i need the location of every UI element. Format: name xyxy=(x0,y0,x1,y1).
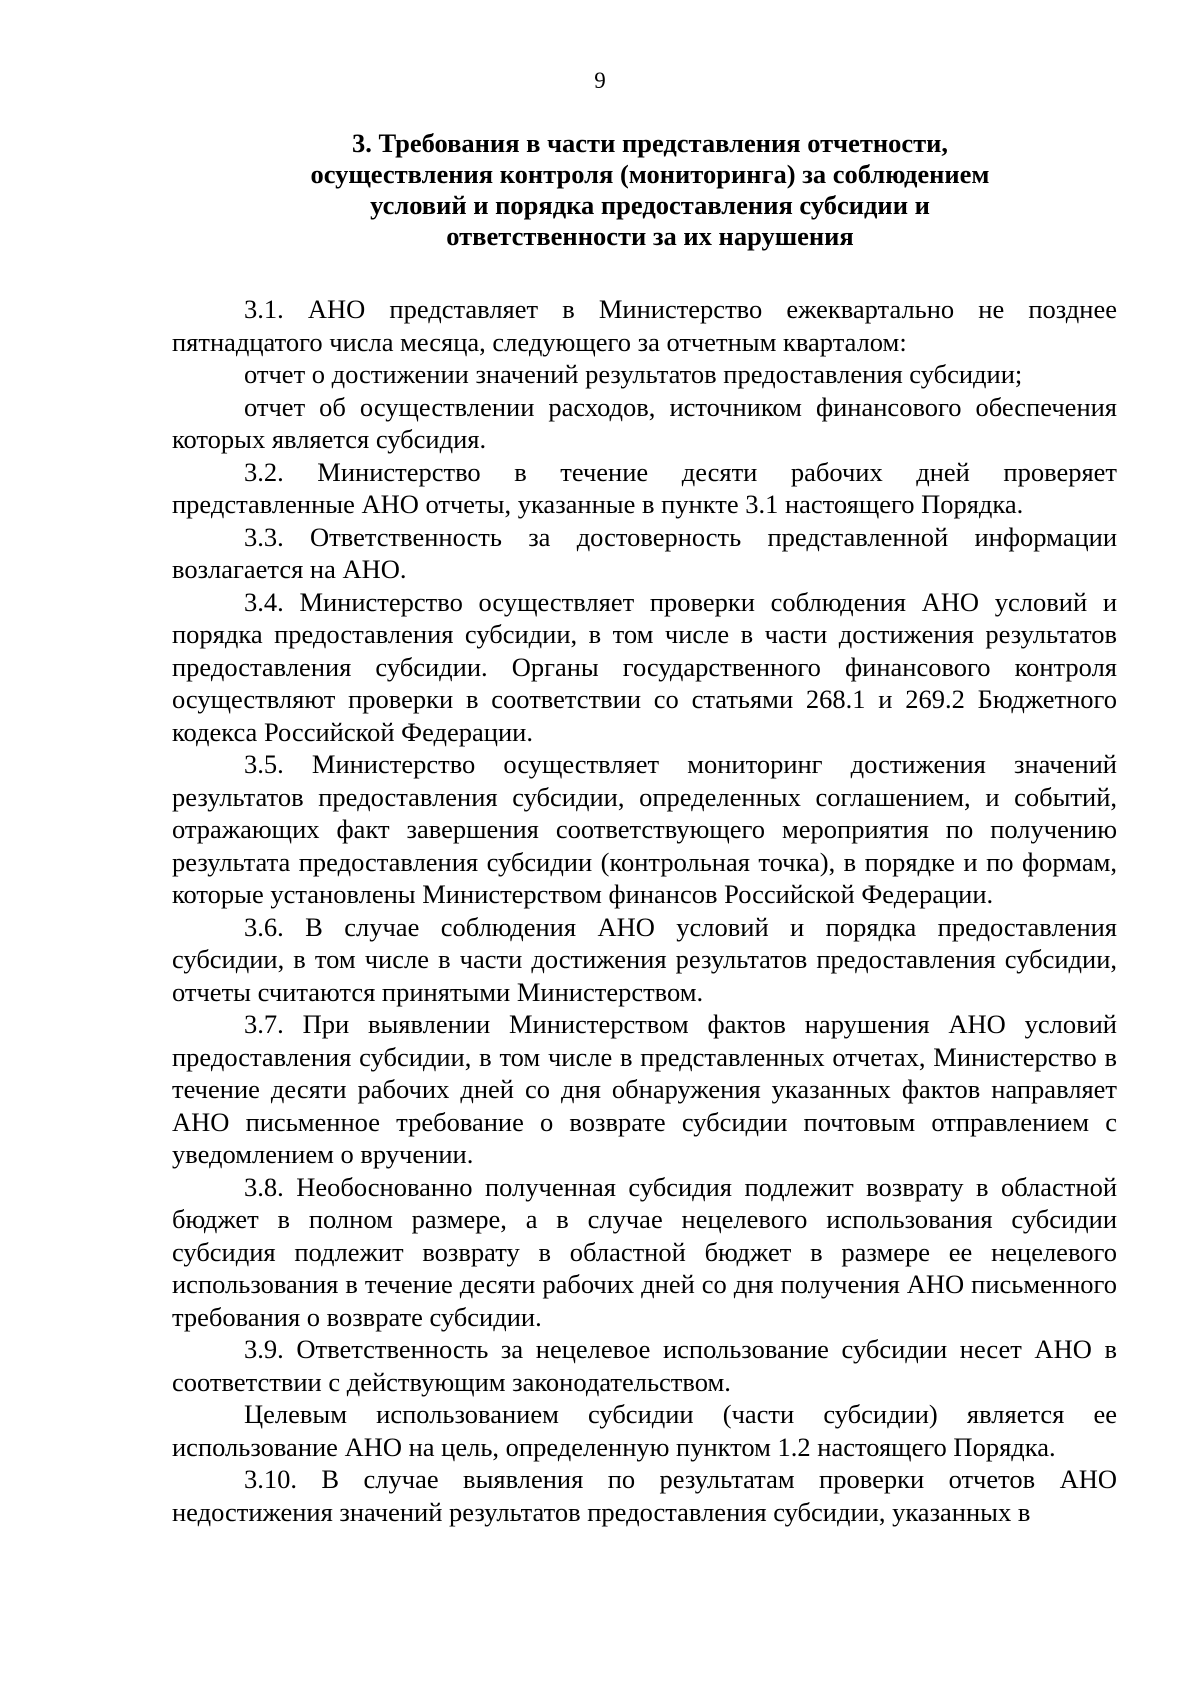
paragraph-3-2: 3.2. Министерство в течение десяти рабочих дней проверяет представленные АНО отчеты, указанные в пункте 3.1 настоящего Порядка. xyxy=(172,456,1117,519)
paragraph-3-10: 3.10. В случае выявления по результатам проверки отчетов АНО недостижения значений результатов предоставления субсидии, указанных в xyxy=(172,1464,1117,1527)
section-title-line: 3. Требования в части представления отчетности, xyxy=(351,128,949,158)
paragraph-3-9: 3.9. Ответственность за нецелевое использование субсидии несет АНО в соответствии с действующим законодательством. xyxy=(172,1334,1117,1397)
paragraph-3-3: 3.3. Ответственность за достоверность представленной информации возлагается на АНО. xyxy=(172,521,1117,584)
page-number: 9 xyxy=(594,68,606,93)
paragraph-3-5: 3.5. Министерство осуществляет мониторинг достижения значений результатов предоставления субсидии, определенных соглашением, и событий, отражающих факт завершения соответствующего мероприятия по получению результата предоставления субсидии (контрольная точка), в порядке и по формам, которые установлены Министерством финансов Российской Федерации. xyxy=(172,749,1117,909)
list-item-report-expenses: отчет об осуществлении расходов, источником финансового обеспечения которых является субсидия. xyxy=(172,391,1117,454)
paragraph-3-6: 3.6. В случае соблюдения АНО условий и порядка предоставления субсидии, в том числе в части достижения результатов предоставления субсидии, отчеты считаются принятыми Министерством. xyxy=(172,911,1117,1007)
document-body xyxy=(172,293,1117,1528)
section-title-line: ответственности за их нарушения xyxy=(446,221,854,251)
paragraph-3-1: 3.1. АНО представляет в Министерство ежеквартально не позднее пятнадцатого числа месяца, следующего за отчетным кварталом: xyxy=(172,294,1117,357)
section-title-line: осуществления контроля (мониторинга) за соблюдением xyxy=(310,159,990,189)
list-item-report-results: отчет о достижении значений результатов предоставления субсидии; xyxy=(244,359,1023,389)
paragraph-3-4: 3.4. Министерство осуществляет проверки соблюдения АНО условий и порядка предоставления субсидии, в том числе в части достижения результатов предоставления субсидии. Органы государственного финансового контроля осуществляют проверки в соответствии со статьями 268.1 и 269.2 Бюджетного кодекса Российской Федерации. xyxy=(172,586,1117,747)
section-title-line: условий и порядка предоставления субсидии и xyxy=(370,190,930,220)
paragraph-target-use: Целевым использованием субсидии (части субсидии) является ее использование АНО на цель, определенную пунктом 1.2 настоящего Порядка. xyxy=(172,1399,1117,1462)
paragraph-3-7: 3.7. При выявлении Министерством фактов нарушения АНО условий предоставления субсидии, в том числе в представленных отчетах, Министерство в течение десяти рабочих дней со дня обнаружения указанных фактов направляет АНО письменное требование о возврате субсидии почтовым отправлением с уведомлением о вручении. xyxy=(172,1009,1117,1169)
section-title xyxy=(200,128,1100,252)
paragraph-3-8: 3.8. Необоснованно полученная субсидия подлежит возврату в областной бюджет в полном размере, а в случае нецелевого использования субсидии субсидия подлежит возврату в областной бюджет в размере ее нецелевого использования в течение десяти рабочих дней со дня получения АНО письменного требования о возврате субсидии. xyxy=(172,1171,1117,1332)
